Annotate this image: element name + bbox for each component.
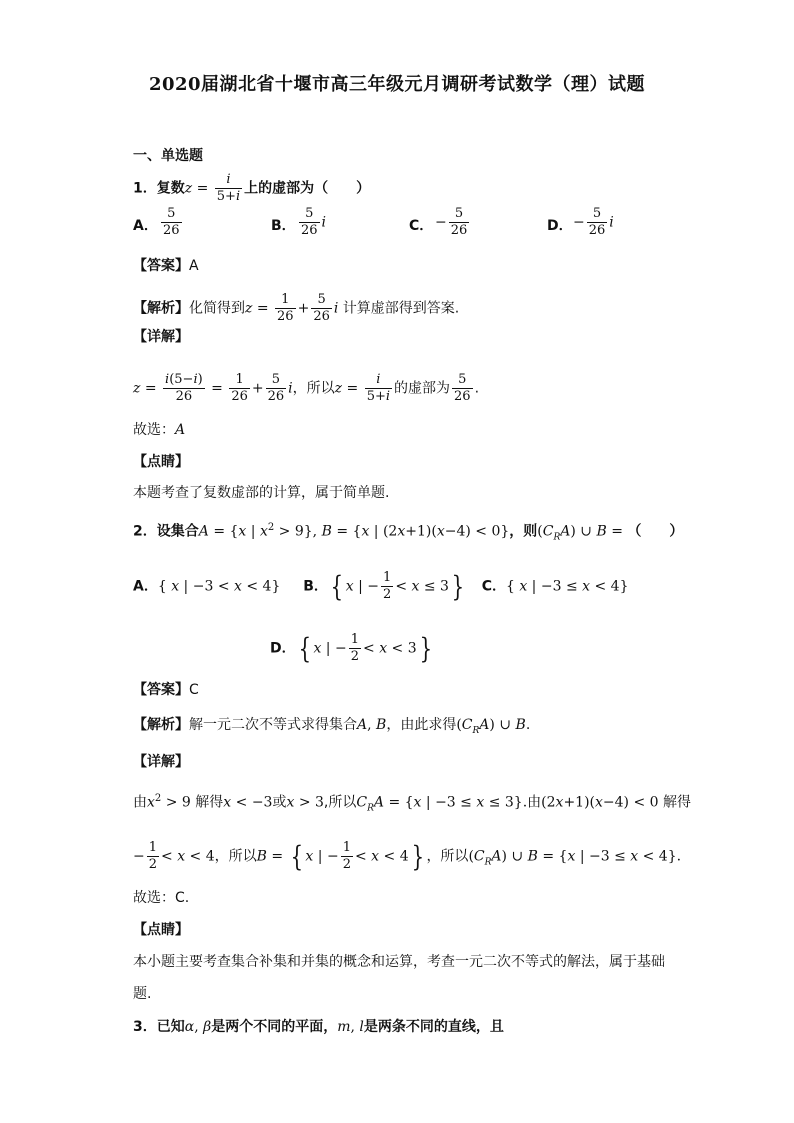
q2-answer-value: C — [189, 682, 199, 698]
q1-option-d-label: D． — [547, 218, 573, 234]
q2-detail-1c: 或 — [272, 794, 287, 811]
q1-answer-label: 【答案】 — [133, 258, 189, 274]
q2-comment-line-2: 题. — [133, 986, 152, 1002]
q2-answer — [133, 680, 199, 700]
q2-detail-1e: 由 — [527, 794, 542, 811]
q2-detail-1a: 由 — [133, 794, 147, 811]
q1-option-c-label: C． — [409, 218, 434, 234]
question-2-stem: 2．设集合A = {x | $x^2 > 9$}, B = {x | (2x+1)(x−4) < 0}，则$(C_RA)$ ∪ B = （ ） — [133, 522, 684, 543]
q2-analysis-text: 解一元二次不等式求得集合 — [189, 717, 357, 733]
q2-option-b-label: B． — [303, 578, 328, 595]
q1-choose-label: 故选： — [133, 422, 175, 438]
q2-analysis-text2: ，由此求得 — [386, 717, 457, 733]
q2-detail-line-1: 由$x^2 > 9$ 解得x < −3或x > 3,所以$C_RA = \{x$ | −3 ≤ x ≤ 3}.由(2x+1)(x−4) < 0 解得 — [133, 793, 691, 814]
q1-analysis-suffix: 计算虚部得到答案. — [342, 300, 460, 317]
document-page: 2020届湖北省十堰市高三年级元月调研考试数学（理）试题 一、单选题 1．复数z = $\frac{i}{5+i}$ 上的虚部为（ ） A． $\frac{5}{26}$ B． $\frac{5}{26}$ i C． − $\frac{5}{26}$ D． − $\frac{5}{26}$ i 【答案】A 【解析】化简得到z = $\frac{1}{26}$ + $\frac{5}{26}$ i 计算虚部得到答案. 【详解】 z = $\frac{i(5-i)}{26}$ = $\frac{1}{26}$ + $\frac{5}{26}$ i，所以z = $\frac{i}{5+i}$ 的虚部为 $\frac{5}{26}$ . 故选：A 【点睛】 本题考查了复数虚部的计算，属于简单题. 2．设集合A = {x | $x^2 > 9$}, B = {x | (2x+1)(x−4) < 0}，则$(C_RA)$ ∪ B = （ ） A．{ x | −3 < x < 4} B．{ x | − $\frac{1}{2}$ < x ≤ 3} C．{ x | −3 ≤ x < 4} D．{ x | − $\frac{1}{2}$ < x < 3} 【答案】C 【解析】解一元二次不等式求得集合A, B，由此求得$(C_RA)$ ∪ B. 【详解】 由$x^2 > 9$ 解得x < −3或x > 3,所以$C_RA = \{x$ | −3 ≤ x ≤ 3}.由(2x+1)(x−4) < 0 解得 − $\frac{1}{2}$ < x < 4，所以B = { x | − $\frac{1}{2}$ < x < 4} ，所以$(C_RA)$ ∪ B = {x | −3 ≤ x < 4}. 故选：C. 【点睛】 本小题主要考查集合补集和并集的概念和运算，考查一元二次不等式的解法，属于基础 题. 3．已知α, β是两个不同的平面，m, l是两条不同的直线，且 — [0, 0, 794, 1123]
q1-answer-value: A — [189, 258, 199, 274]
q2-analysis-label: 【解析】 — [133, 717, 189, 733]
q2-option-c-label: C． — [481, 578, 506, 595]
q2-stem-suffix: （ ） — [627, 523, 684, 540]
q1-choose — [133, 420, 185, 440]
q1-detail-mid: ，所以 — [292, 380, 335, 397]
q2-detail-label: 【详解】 — [133, 754, 189, 770]
q2-option-a-label: A． — [133, 578, 158, 595]
q1-detail: z = $\frac{i(5-i)}{26}$ = $\frac{1}{26}$ + $\frac{5}{26}$ i，所以z = $\frac{i}{5+i}$ 的虚部为 $\frac{5}{26}$ . — [133, 372, 480, 404]
q3-stem-mid: 是两个不同的平面， — [211, 1019, 338, 1035]
q3-stem-end: 是两条不同的直线，且 — [363, 1019, 504, 1035]
q2-choose: 故选：C. — [133, 890, 190, 906]
question-1-stem: 1．复数z = $\frac{i}{5+i}$ 上的虚部为（ ） — [133, 172, 371, 204]
q1-option-a-label: A． — [133, 218, 158, 234]
q2-options-row-2: D．{ x | − $\frac{1}{2}$ < x < 3} — [270, 631, 432, 665]
q1-choose-value: A — [175, 422, 186, 438]
q1-stem-prefix: 1．复数 — [133, 180, 185, 197]
q2-detail-2a: ，所以 — [214, 848, 257, 865]
q2-option-d-label: D． — [270, 640, 296, 657]
question-3-stem: 3．已知α, β是两个不同的平面，m, l是两条不同的直线，且 — [133, 1019, 504, 1035]
q1-analysis-label: 【解析】 — [133, 300, 189, 317]
q2-analysis: 【解析】解一元二次不等式求得集合A, B，由此求得$(C_RA)$ ∪ B. — [133, 717, 531, 736]
q2-options-row-1: A．{ x | −3 < x < 4} B．{ x | − $\frac{1}{2}$ < x ≤ 3} C．{ x | −3 ≤ x < 4} — [133, 569, 629, 603]
q2-detail-1d: ,所以 — [323, 794, 357, 811]
q2-detail-1b: 解得 — [195, 794, 224, 811]
q1-analysis: 【解析】化简得到z = $\frac{1}{26}$ + $\frac{5}{26}$ i 计算虚部得到答案. — [133, 292, 460, 324]
q1-detail-end: 的虚部为 — [394, 380, 451, 397]
q2-comment-label: 【点睛】 — [133, 922, 189, 938]
q2-detail-line-2: − $\frac{1}{2}$ < x < 4，所以B = { x | − $\frac{1}{2}$ < x < 4} ，所以$(C_RA)$ ∪ B = {x | −3 ≤ x < 4}. — [133, 839, 682, 873]
q1-analysis-prefix: 化简得到 — [189, 300, 245, 317]
q1-comment: 本题考查了复数虚部的计算，属于简单题. — [133, 485, 390, 501]
q2-stem-prefix: 2．设集合 — [133, 523, 199, 540]
page-title: 2020届湖北省十堰市高三年级元月调研考试数学（理）试题 — [148, 74, 646, 95]
q2-detail-1f: 解得 — [663, 794, 691, 811]
q1-comment-label: 【点睛】 — [133, 454, 189, 470]
q1-stem-suffix: 上的虚部为（ ） — [244, 180, 371, 197]
q2-detail-2b: ，所以 — [426, 848, 469, 865]
q3-stem-prefix: 3．已知 — [133, 1019, 185, 1035]
q1-answer — [133, 256, 199, 276]
q2-comment-line-1: 本小题主要考查集合补集和并集的概念和运算，考查一元二次不等式的解法，属于基础 — [133, 954, 665, 970]
q1-detail-label: 【详解】 — [133, 329, 189, 345]
q2-answer-label: 【答案】 — [133, 682, 189, 698]
section-heading: 一、单选题 — [133, 148, 203, 164]
q1-option-b-label: B． — [271, 218, 296, 234]
q2-stem-then: ，则 — [509, 523, 538, 540]
